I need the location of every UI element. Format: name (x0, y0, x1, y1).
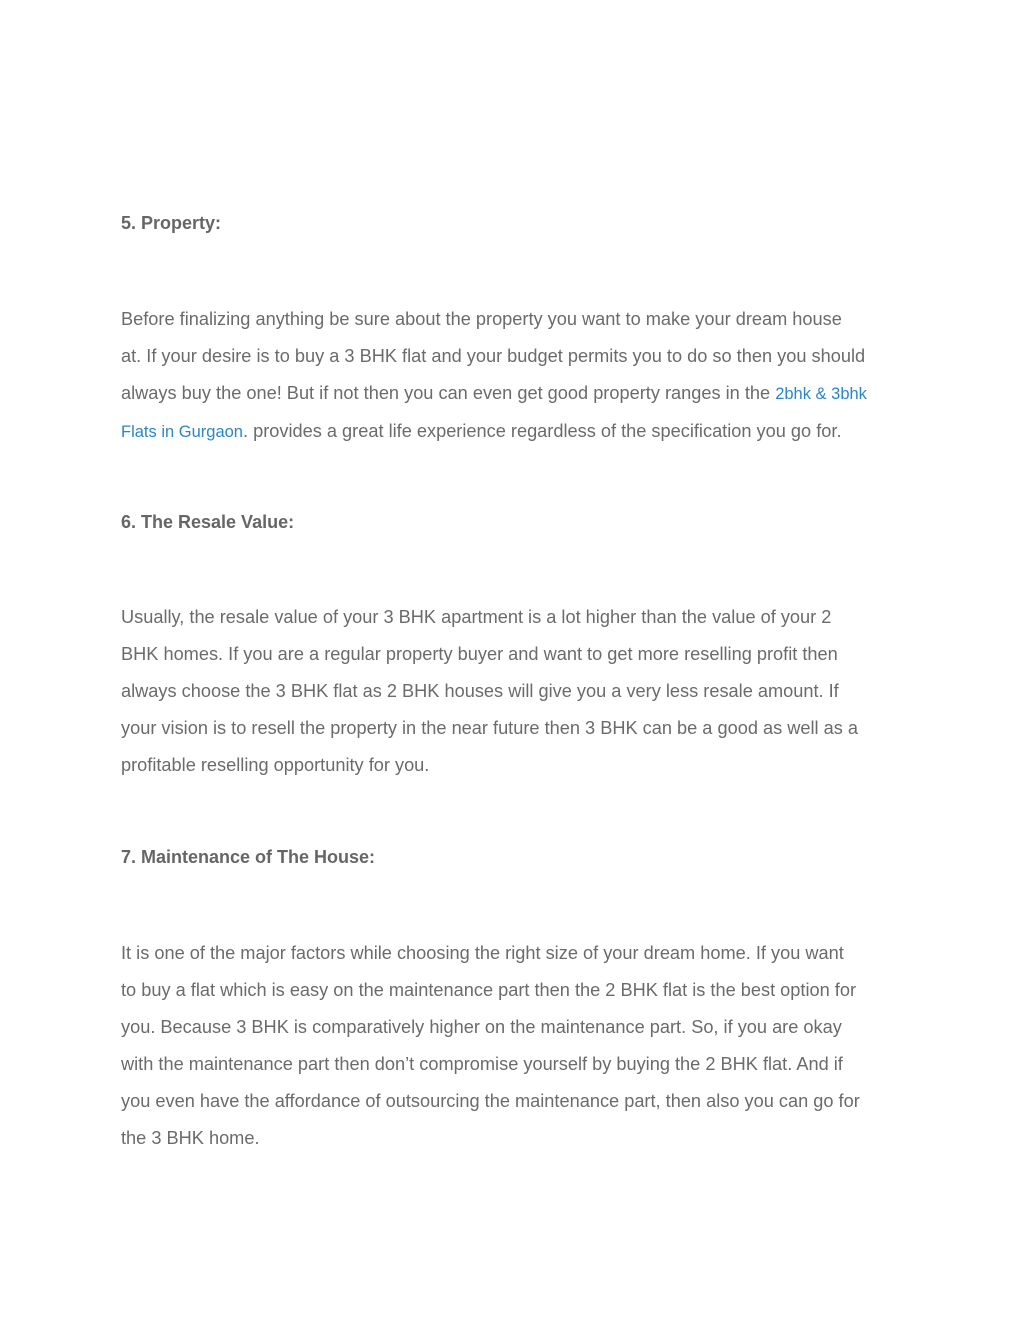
paragraph-line (121, 413, 911, 451)
section-heading-property: 5. Property: (121, 213, 222, 233)
paragraph-line: the 3 BHK home. (121, 1128, 260, 1148)
flats-in-gurgaon-link-part2[interactable]: Flats in Gurgaon (121, 423, 243, 441)
paragraph-line: you even have the affordance of outsourcing the maintenance part, then also you can go for (121, 1091, 860, 1111)
paragraph-line: It is one of the major factors while choosing the right size of your dream home. If you want (121, 943, 844, 963)
section-paragraph-maintenance (121, 935, 911, 1157)
paragraph-line: to buy a flat which is easy on the maintenance part then the 2 BHK flat is the best option for (121, 980, 857, 1000)
paragraph-line (121, 375, 911, 413)
flats-in-gurgaon-link-part1[interactable]: 2bhk & 3bhk (775, 385, 867, 403)
paragraph-line: profitable reselling opportunity for you. (121, 755, 430, 775)
paragraph-line: your vision is to resell the property in the near future then 3 BHK can be a good as well as a (121, 718, 859, 738)
paragraph-line: Usually, the resale value of your 3 BHK apartment is a lot higher than the value of your 2 (121, 607, 832, 627)
section-heading-maintenance: 7. Maintenance of The House: (121, 847, 376, 867)
paragraph-line: BHK homes. If you are a regular property buyer and want to get more reselling profit then (121, 644, 838, 664)
section-heading-resale-value: 6. The Resale Value: (121, 512, 295, 532)
section-paragraph-property (121, 301, 911, 451)
paragraph-text: always buy the one! But if not then you can even get good property ranges in the (121, 383, 776, 403)
paragraph-text: . provides a great life experience regardless of the specification you go for. (242, 421, 842, 441)
paragraph-line: at. If your desire is to buy a 3 BHK flat and your budget permits you to do so then you should (121, 346, 866, 366)
paragraph-line: Before finalizing anything be sure about the property you want to make your dream house (121, 309, 842, 329)
paragraph-line: always choose the 3 BHK flat as 2 BHK houses will give you a very less resale amount. If (121, 681, 839, 701)
paragraph-line: with the maintenance part then don’t compromise yourself by buying the 2 BHK flat. And if (121, 1054, 843, 1074)
section-paragraph-resale-value (121, 599, 911, 784)
paragraph-line: you. Because 3 BHK is comparatively higher on the maintenance part. So, if you are okay (121, 1017, 842, 1037)
